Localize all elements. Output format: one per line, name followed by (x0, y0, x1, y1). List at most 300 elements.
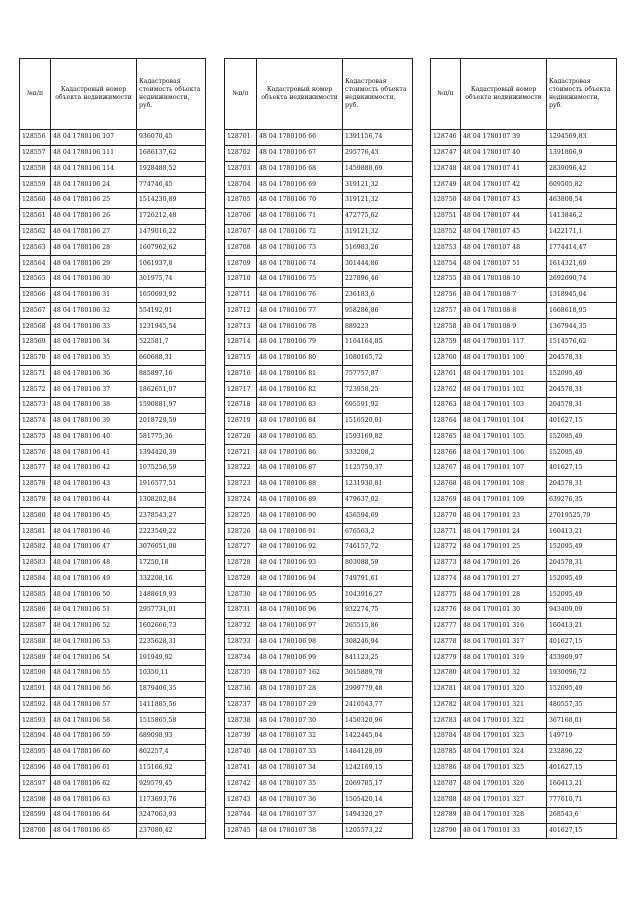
cadastral-cost-cell: 17250,18 (137, 555, 206, 571)
table-row (20, 240, 206, 256)
table-row (225, 476, 413, 492)
table-row (225, 760, 413, 776)
row-number-cell: 128729 (225, 571, 257, 587)
header-cadastral: Кадастровый номер объекта недвижимости (257, 59, 343, 130)
cadastral-cost-cell: 522581,7 (137, 334, 206, 350)
table-row (225, 319, 413, 335)
cadastral-number-cell: 48 04 1780107 41 (461, 161, 547, 177)
table-row (20, 161, 206, 177)
cadastral-number-cell: 48 04 1790101 320 (461, 681, 547, 697)
cadastral-number-cell: 48 04 1780106 36 (51, 366, 137, 382)
table-row (431, 193, 617, 209)
row-number-cell: 128567 (20, 303, 51, 319)
row-number-cell: 128770 (431, 508, 461, 524)
cadastral-number-cell: 48 04 1780108 7 (461, 287, 547, 303)
cadastral-cost-cell: 160413,21 (547, 618, 617, 634)
cadastral-number-cell: 48 04 1780106 93 (257, 555, 343, 571)
row-number-cell: 128720 (225, 429, 257, 445)
table-row (431, 398, 617, 414)
table-row (431, 461, 617, 477)
table-row (20, 130, 206, 146)
cadastral-number-cell: 48 04 1780106 77 (257, 303, 343, 319)
table-row (225, 303, 413, 319)
table-row (225, 193, 413, 209)
table-body (225, 130, 413, 839)
table-row (225, 445, 413, 461)
cadastral-number-cell: 48 04 1780106 73 (257, 240, 343, 256)
table-row (20, 398, 206, 414)
cadastral-cost-cell: 1413846,2 (547, 208, 617, 224)
table-row (20, 508, 206, 524)
cadastral-number-cell: 48 04 1780106 98 (257, 634, 343, 650)
table-row (20, 792, 206, 808)
row-number-cell: 128768 (431, 476, 461, 492)
cadastral-number-cell: 48 04 1780106 55 (51, 666, 137, 682)
cadastral-number-cell: 48 04 1790101 33 (461, 823, 547, 839)
table-row (20, 193, 206, 209)
cadastral-cost-cell: 1602666,73 (137, 618, 206, 634)
cadastral-cost-cell: 472775,62 (343, 208, 413, 224)
header-row (225, 59, 413, 130)
table-row (431, 145, 617, 161)
row-number-cell: 128590 (20, 666, 51, 682)
cadastral-number-cell: 48 04 1780106 44 (51, 492, 137, 508)
cadastral-cost-cell: 1422171,1 (547, 224, 617, 240)
cadastral-cost-cell: 516983,26 (343, 240, 413, 256)
row-number-cell: 128598 (20, 792, 51, 808)
cadastral-cost-cell: 695591,92 (343, 398, 413, 414)
cadastral-cost-cell: 1484128,09 (343, 744, 413, 760)
cadastral-cost-cell: 367168,01 (547, 713, 617, 729)
cadastral-number-cell: 48 04 1790101 106 (461, 445, 547, 461)
cadastral-number-cell: 48 04 1780106 94 (257, 571, 343, 587)
table-row (431, 823, 617, 839)
cadastral-cost-cell: 803088,59 (343, 555, 413, 571)
cadastral-cost-cell: 1862651,07 (137, 382, 206, 398)
row-number-cell: 128701 (225, 130, 257, 146)
table-row (20, 271, 206, 287)
table-row (225, 256, 413, 272)
table-row (225, 350, 413, 366)
row-number-cell: 128589 (20, 650, 51, 666)
cadastral-cost-cell: 480557,35 (547, 697, 617, 713)
row-number-cell: 128570 (20, 350, 51, 366)
row-number-cell: 128714 (225, 334, 257, 350)
cadastral-number-cell: 48 04 1780106 111 (51, 145, 137, 161)
cadastral-cost-cell: 1391156,74 (343, 130, 413, 146)
table-row (431, 587, 617, 603)
row-number-cell: 128597 (20, 776, 51, 792)
table-row (431, 382, 617, 398)
header-num: №п/п (225, 59, 257, 130)
cadastral-cost-cell: 689098,93 (137, 729, 206, 745)
cadastral-cost-cell: 1593169,82 (343, 429, 413, 445)
cadastral-number-cell: 48 04 1780106 78 (257, 319, 343, 335)
header-num: №п/п (20, 59, 51, 130)
cadastral-number-cell: 48 04 1780106 74 (257, 256, 343, 272)
cadastral-number-cell: 48 04 1790101 322 (461, 713, 547, 729)
cadastral-number-cell: 48 04 1780106 25 (51, 193, 137, 209)
row-number-cell: 128757 (431, 303, 461, 319)
cadastral-number-cell: 48 04 1790101 102 (461, 382, 547, 398)
cadastral-number-cell: 48 04 1790101 319 (461, 650, 547, 666)
row-number-cell: 128565 (20, 271, 51, 287)
cadastral-number-cell: 48 04 1780106 26 (51, 208, 137, 224)
row-number-cell: 128577 (20, 461, 51, 477)
table-row (225, 555, 413, 571)
cadastral-number-cell: 48 04 1780107 35 (257, 776, 343, 792)
row-number-cell: 128725 (225, 508, 257, 524)
cadastral-cost-cell: 936070,45 (137, 130, 206, 146)
cadastral-number-cell: 48 04 1790101 26 (461, 555, 547, 571)
cadastral-cost-cell: 191949,92 (137, 650, 206, 666)
row-number-cell: 128753 (431, 240, 461, 256)
cadastral-cost-cell: 401627,15 (547, 634, 617, 650)
cadastral-number-cell: 48 04 1780107 38 (257, 823, 343, 839)
table-row (431, 208, 617, 224)
row-number-cell: 128732 (225, 618, 257, 634)
row-number-cell: 128767 (431, 461, 461, 477)
cadastral-cost-cell: 723958,25 (343, 382, 413, 398)
table-row (431, 177, 617, 193)
row-number-cell: 128585 (20, 587, 51, 603)
cadastral-number-cell: 48 04 1780107 36 (257, 792, 343, 808)
cadastral-cost-cell: 152095,49 (547, 587, 617, 603)
cadastral-cost-cell: 1879406,35 (137, 681, 206, 697)
table-row (20, 571, 206, 587)
row-number-cell: 128599 (20, 807, 51, 823)
cadastral-cost-cell: 2378543,27 (137, 508, 206, 524)
cadastral-cost-cell: 1505420,14 (343, 792, 413, 808)
cadastral-cost-cell: 308246,94 (343, 634, 413, 650)
table-row (20, 618, 206, 634)
cadastral-number-cell: 48 04 1790101 30 (461, 602, 547, 618)
cadastral-cost-cell: 1668618,95 (547, 303, 617, 319)
row-number-cell: 128559 (20, 177, 51, 193)
row-number-cell: 128562 (20, 224, 51, 240)
cadastral-number-cell: 48 04 1780106 84 (257, 413, 343, 429)
cadastral-number-cell: 48 04 1780106 72 (257, 224, 343, 240)
table-row (225, 713, 413, 729)
row-number-cell: 128561 (20, 208, 51, 224)
cadastral-cost-cell: 2999779,48 (343, 681, 413, 697)
cadastral-cost-cell: 660688,31 (137, 350, 206, 366)
row-number-cell: 128754 (431, 256, 461, 272)
cadastral-number-cell: 48 04 1780106 62 (51, 776, 137, 792)
table-row (20, 303, 206, 319)
table-row (20, 177, 206, 193)
cadastral-cost-cell: 204578,31 (547, 350, 617, 366)
row-number-cell: 128759 (431, 334, 461, 350)
row-number-cell: 128719 (225, 413, 257, 429)
table-row (225, 429, 413, 445)
cadastral-cost-cell: 1479016,22 (137, 224, 206, 240)
cadastral-number-cell: 48 04 1780106 53 (51, 634, 137, 650)
cadastral-number-cell: 48 04 1780106 32 (51, 303, 137, 319)
cadastral-number-cell: 48 04 1780106 50 (51, 587, 137, 603)
cadastral-cost-cell: 115166,92 (137, 760, 206, 776)
row-number-cell: 128702 (225, 145, 257, 161)
table-row (225, 587, 413, 603)
cadastral-cost-cell: 1459888,69 (343, 161, 413, 177)
cadastral-number-cell: 48 04 1780107 51 (461, 256, 547, 272)
cadastral-cost-cell: 1394420,39 (137, 445, 206, 461)
row-number-cell: 128595 (20, 744, 51, 760)
header-row (431, 59, 617, 130)
row-number-cell: 128731 (225, 602, 257, 618)
cadastral-cost-cell: 889223 (343, 319, 413, 335)
cadastral-number-cell: 48 04 1780106 90 (257, 508, 343, 524)
row-number-cell: 128777 (431, 618, 461, 634)
row-number-cell: 128584 (20, 571, 51, 587)
table-row (225, 792, 413, 808)
cadastral-cost-cell: 152095,49 (547, 445, 617, 461)
table-row (20, 413, 206, 429)
cadastral-cost-cell: 1590881,97 (137, 398, 206, 414)
cadastral-cost-cell: 774746,45 (137, 177, 206, 193)
table-row (20, 208, 206, 224)
cadastral-cost-cell: 401627,15 (547, 823, 617, 839)
table-row (225, 271, 413, 287)
row-number-cell: 128750 (431, 193, 461, 209)
row-number-cell: 128774 (431, 571, 461, 587)
cadastral-number-cell: 48 04 1790101 117 (461, 334, 547, 350)
cadastral-cost-cell: 1043916,27 (343, 587, 413, 603)
row-number-cell: 128564 (20, 256, 51, 272)
row-number-cell: 128734 (225, 650, 257, 666)
table-row (20, 476, 206, 492)
row-number-cell: 128578 (20, 476, 51, 492)
row-number-cell: 128727 (225, 539, 257, 555)
row-number-cell: 128776 (431, 602, 461, 618)
row-number-cell: 128751 (431, 208, 461, 224)
table-row (225, 413, 413, 429)
cadastral-number-cell: 48 04 1790101 107 (461, 461, 547, 477)
cadastral-cost-cell: 929579,45 (137, 776, 206, 792)
cadastral-cost-cell: 401627,15 (547, 461, 617, 477)
table-row (225, 382, 413, 398)
cadastral-number-cell: 48 04 1780106 76 (257, 287, 343, 303)
cadastral-number-cell: 48 04 1780106 85 (257, 429, 343, 445)
row-number-cell: 128583 (20, 555, 51, 571)
cadastral-number-cell: 48 04 1780106 70 (257, 193, 343, 209)
cadastral-number-cell: 48 04 1780106 88 (257, 476, 343, 492)
cadastral-cost-cell: 227896,46 (343, 271, 413, 287)
table-row (431, 776, 617, 792)
row-number-cell: 128730 (225, 587, 257, 603)
row-number-cell: 128571 (20, 366, 51, 382)
cadastral-number-cell: 48 04 1780106 31 (51, 287, 137, 303)
row-number-cell: 128762 (431, 382, 461, 398)
cadastral-cost-cell: 301975,74 (137, 271, 206, 287)
cadastral-number-cell: 48 04 1780108 10 (461, 271, 547, 287)
row-number-cell: 128596 (20, 760, 51, 776)
cadastral-number-cell: 48 04 1780108 9 (461, 319, 547, 335)
table-row (431, 445, 617, 461)
cadastral-number-cell: 48 04 1780107 29 (257, 697, 343, 713)
cadastral-number-cell: 48 04 1790101 108 (461, 476, 547, 492)
cadastral-cost-cell: 1125759,37 (343, 461, 413, 477)
cadastral-number-cell: 48 04 1780106 80 (257, 350, 343, 366)
cadastral-cost-cell: 1231930,81 (343, 476, 413, 492)
cadastral-number-cell: 48 04 1780106 34 (51, 334, 137, 350)
cadastral-cost-cell: 1928488,52 (137, 161, 206, 177)
row-number-cell: 128736 (225, 681, 257, 697)
table-row (225, 240, 413, 256)
cadastral-number-cell: 48 04 1780106 57 (51, 697, 137, 713)
table-row (20, 445, 206, 461)
cadastral-cost-cell: 1318945,04 (547, 287, 617, 303)
row-number-cell: 128772 (431, 539, 461, 555)
row-number-cell: 128783 (431, 713, 461, 729)
cadastral-number-cell: 48 04 1780106 107 (51, 130, 137, 146)
cadastral-number-cell: 48 04 1780106 29 (51, 256, 137, 272)
cadastral-number-cell: 48 04 1780106 95 (257, 587, 343, 603)
table-row (225, 823, 413, 839)
table-row (225, 366, 413, 382)
cadastral-cost-cell: 609505,82 (547, 177, 617, 193)
cadastral-number-cell: 48 04 1780106 41 (51, 445, 137, 461)
cadastral-cost-cell: 2235628,31 (137, 634, 206, 650)
cadastral-cost-cell: 802257,4 (137, 744, 206, 760)
cadastral-cost-cell: 676563,2 (343, 524, 413, 540)
table-row (225, 287, 413, 303)
table-row (20, 697, 206, 713)
table-row (225, 571, 413, 587)
cadastral-cost-cell: 2692690,74 (547, 271, 617, 287)
table-row (431, 240, 617, 256)
table-row (225, 744, 413, 760)
cadastral-cost-cell: 749791,61 (343, 571, 413, 587)
row-number-cell: 128573 (20, 398, 51, 414)
cadastral-number-cell: 48 04 1780106 30 (51, 271, 137, 287)
cadastral-number-cell: 48 04 1780106 28 (51, 240, 137, 256)
cadastral-cost-cell: 1726212,48 (137, 208, 206, 224)
cadastral-number-cell: 48 04 1780106 64 (51, 807, 137, 823)
cadastral-number-cell: 48 04 1780107 42 (461, 177, 547, 193)
row-number-cell: 128766 (431, 445, 461, 461)
cadastral-cost-cell: 1774414,47 (547, 240, 617, 256)
cadastral-number-cell: 48 04 1780106 24 (51, 177, 137, 193)
table-row (225, 697, 413, 713)
cadastral-cost-cell: 1367944,35 (547, 319, 617, 335)
row-number-cell: 128726 (225, 524, 257, 540)
cadastral-number-cell: 48 04 1790101 103 (461, 398, 547, 414)
cadastral-cost-cell: 401627,15 (547, 413, 617, 429)
row-number-cell: 128715 (225, 350, 257, 366)
row-number-cell: 128587 (20, 618, 51, 634)
table-row (431, 303, 617, 319)
cadastral-cost-cell: 149719 (547, 729, 617, 745)
cadastral-cost-cell: 232896,22 (547, 744, 617, 760)
cadastral-number-cell: 48 04 1790101 27 (461, 571, 547, 587)
cadastral-number-cell: 48 04 1780107 39 (461, 130, 547, 146)
row-number-cell: 128782 (431, 697, 461, 713)
table-row (431, 602, 617, 618)
table-row (225, 602, 413, 618)
row-number-cell: 128728 (225, 555, 257, 571)
row-number-cell: 128790 (431, 823, 461, 839)
cadastral-number-cell: 48 04 1790101 25 (461, 539, 547, 555)
cadastral-cost-cell: 1494320,27 (343, 807, 413, 823)
table-row (20, 492, 206, 508)
cadastral-number-cell: 48 04 1780106 69 (257, 177, 343, 193)
table-row (20, 539, 206, 555)
cadastral-cost-cell: 777610,71 (547, 792, 617, 808)
cadastral-number-cell: 48 04 1790101 323 (461, 729, 547, 745)
cadastral-cost-cell: 1607962,62 (137, 240, 206, 256)
cadastral-cost-cell: 456594,69 (343, 508, 413, 524)
cadastral-number-cell: 48 04 1790101 24 (461, 524, 547, 540)
table-row (431, 729, 617, 745)
table-row (225, 729, 413, 745)
row-number-cell: 128556 (20, 130, 51, 146)
row-number-cell: 128784 (431, 729, 461, 745)
row-number-cell: 128705 (225, 193, 257, 209)
row-number-cell: 128579 (20, 492, 51, 508)
table-row (20, 461, 206, 477)
row-number-cell: 128743 (225, 792, 257, 808)
cadastral-cost-cell: 1391806,9 (547, 145, 617, 161)
table-row (20, 350, 206, 366)
row-number-cell: 128574 (20, 413, 51, 429)
table-row (225, 618, 413, 634)
cadastral-cost-cell: 204578,31 (547, 555, 617, 571)
cadastral-cost-cell: 943409,09 (547, 602, 617, 618)
table-row (431, 508, 617, 524)
cadastral-cost-cell: 204578,31 (547, 476, 617, 492)
cadastral-cost-cell: 1061937,8 (137, 256, 206, 272)
row-number-cell: 128718 (225, 398, 257, 414)
cadastral-table-1 (19, 58, 206, 839)
cadastral-number-cell: 48 04 1780106 39 (51, 413, 137, 429)
cadastral-number-cell: 48 04 1780106 54 (51, 650, 137, 666)
table-row (225, 681, 413, 697)
row-number-cell: 128586 (20, 602, 51, 618)
cadastral-cost-cell: 1930096,72 (547, 666, 617, 682)
table-row (225, 177, 413, 193)
row-number-cell: 128713 (225, 319, 257, 335)
cadastral-number-cell: 48 04 1790101 23 (461, 508, 547, 524)
row-number-cell: 128778 (431, 634, 461, 650)
row-number-cell: 128775 (431, 587, 461, 603)
cadastral-number-cell: 48 04 1790101 28 (461, 587, 547, 603)
table-row (225, 508, 413, 524)
cadastral-cost-cell: 1080165,72 (343, 350, 413, 366)
table-row (431, 634, 617, 650)
table-row (431, 413, 617, 429)
cadastral-cost-cell: 236183,6 (343, 287, 413, 303)
row-number-cell: 128581 (20, 524, 51, 540)
cadastral-cost-cell: 1205573,22 (343, 823, 413, 839)
table-row (20, 650, 206, 666)
cadastral-cost-cell: 1308202,84 (137, 492, 206, 508)
table-row (431, 666, 617, 682)
table-row (431, 130, 617, 146)
table-row (431, 744, 617, 760)
table-row (225, 145, 413, 161)
row-number-cell: 128593 (20, 713, 51, 729)
cadastral-cost-cell: 2018729,59 (137, 413, 206, 429)
cadastral-number-cell: 48 04 1790101 316 (461, 618, 547, 634)
row-number-cell: 128582 (20, 539, 51, 555)
row-number-cell: 128779 (431, 650, 461, 666)
row-number-cell: 128781 (431, 681, 461, 697)
row-number-cell: 128756 (431, 287, 461, 303)
cadastral-number-cell: 48 04 1780107 162 (257, 666, 343, 682)
cadastral-cost-cell: 301444,86 (343, 256, 413, 272)
header-cost: Кадастровая стоимость объекта недвижимости, руб. (547, 59, 617, 130)
